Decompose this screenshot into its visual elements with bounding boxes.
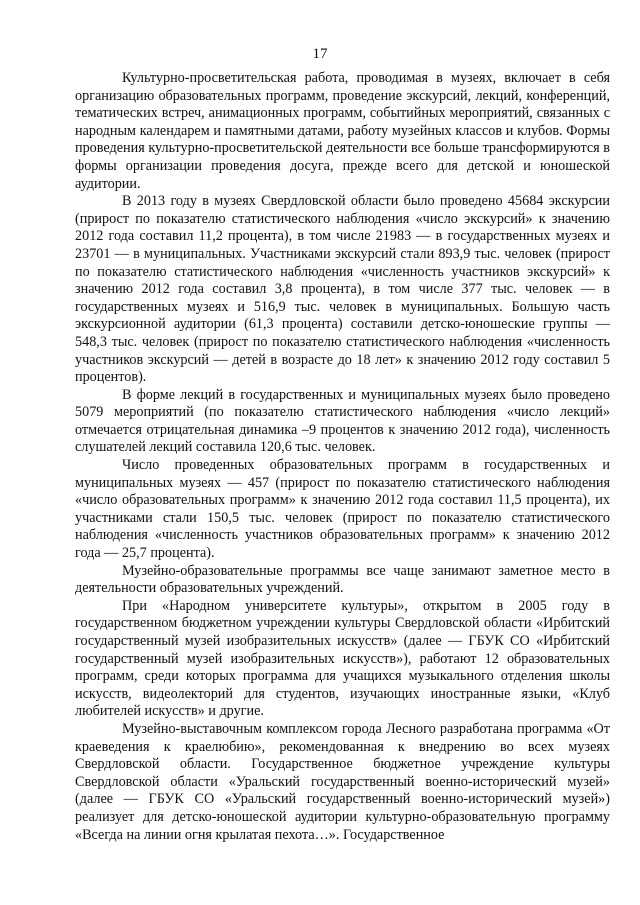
page-number: 17 [312, 46, 328, 62]
document-body [75, 70, 610, 844]
paragraph-educational-programs: Число проведенных образовательных программ в государственных и муниципальных музеях — 457 (прирост по показателю статистического наблюдения «число образовательных программ» к значению 2012 года составил 11,5 процента), их участниками стали 150,5 тыс. человек (прирост по показателю статистического наблюдения «численность участников образовательных программ» к значению 2012 года — 25,7 процента). [75, 457, 610, 562]
paragraph-lesnoy-program: Музейно-выставочным комплексом города Лесного разработана программа «От краеведения к краелюбию», рекомендованная к внедрению во всех музеях Свердловской области. Государственное бюджетное учреждение культуры Свердловской области «Уральский государственный военно-исторический музей» (далее — ГБУК СО «Уральский государственный военно-исторический музей») реализует для детско-юношеской аудитории культурно-образовательную программу «Всегда на линии огня крылатая пехота…». Государственное [75, 720, 610, 843]
paragraph-museum-programs: Музейно-образовательные программы все чаще занимают заметное место в деятельности образовательных учреждений. [75, 562, 610, 597]
paragraph-cultural-education: Культурно-просветительская работа, проводимая в музеях, включает в себя организацию образовательных программ, проведение экскурсий, лекций, конференций, тематических встреч, анимационных программ, событийных мероприятий, связанных с народным календарем и памятными датами, работу музейных классов и клубов. Формы проведения культурно-просветительской деятельности все больше трансформируются в формы организации проведения досуга, прежде всего для детской и юношеской аудитории. [75, 70, 610, 192]
paragraph-irbit-university: При «Народном университете культуры», открытом в 2005 году в государственном бюджетном учреждении культуры Свердловской области «Ирбитский государственный музей изобразительных искусств» (далее — ГБУК СО «Ирбитский государственный музей изобразительных искусств»), работают 12 образовательных программ, среди которых программа для учащихся музыкального отделения школы искусств, видеолекторий для студентов, изучающих иностранные языки, «Клуб любителей искусств» и другие. [75, 597, 610, 720]
paragraph-lectures: В форме лекций в государственных и муниципальных музеях было проведено 5079 мероприятий (по показателю статистического наблюдения «число лекций» отмечается отрицательная динамика –9 процентов к значению 2012 года), численность слушателей лекций составила 120,6 тыс. человек. [75, 386, 610, 456]
paragraph-excursions-2013: В 2013 году в музеях Свердловской области было проведено 45684 экскурсии (прирост по показателю статистического наблюдения «число экскурсий» к значению 2012 года составил 11,2 процента), в том числе 21983 — в государственных музеях и 23701 — в муниципальных. Участниками экскурсий стали 893,9 тыс. человек (прирост по показателю статистического наблюдения «численность участников экскурсий» к значению 2012 года составил 3,8 процента), в том числе 377 тыс. человек — в государственных музеях и 516,9 тыс. человек в муниципальных. Большую часть экскурсионной аудитории (61,3 процента) составили детско-юношеские группы — 548,3 тыс. человек (прирост по показателю статистического наблюдения «численность участников экскурсий — детей в возрасте до 18 лет» к значению 2012 году составил 5 процентов). [75, 193, 610, 386]
